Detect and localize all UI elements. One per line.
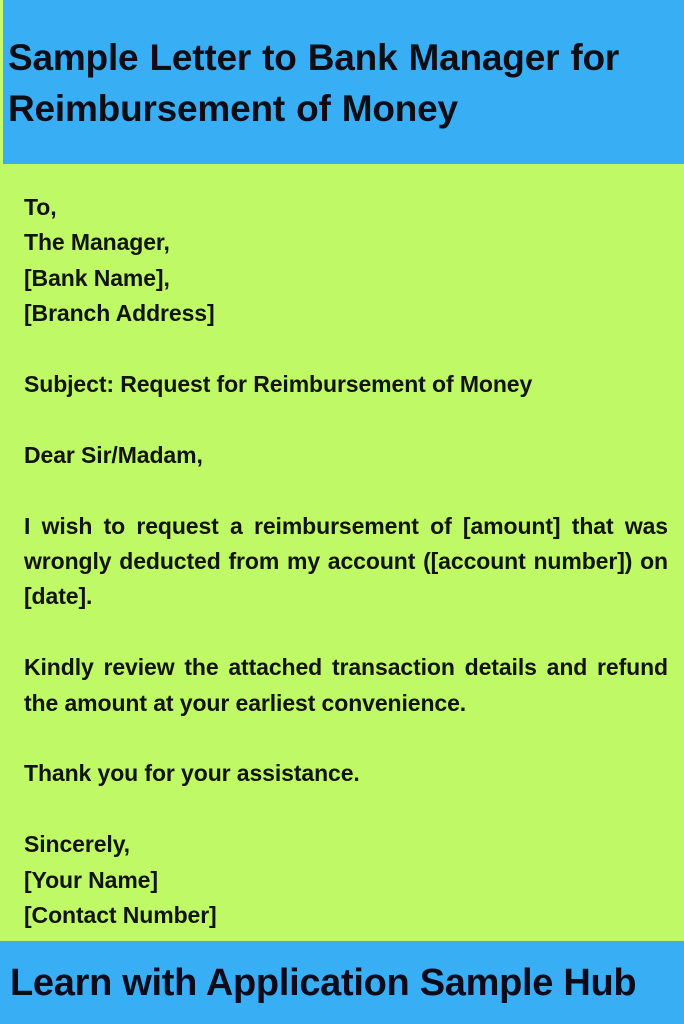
subject-line: Subject: Request for Reimbursement of Money bbox=[24, 371, 533, 398]
closing-line-your-name: [Your Name] bbox=[24, 866, 158, 893]
address-line-manager: The Manager, bbox=[24, 229, 170, 256]
header-banner bbox=[0, 0, 684, 164]
letter-body bbox=[0, 164, 684, 941]
recipient-address-block bbox=[24, 190, 668, 332]
address-line-to: To, bbox=[24, 194, 57, 220]
header-left-edge-strip bbox=[0, 0, 3, 164]
page-title: Sample Letter to Bank Manager for Reimbursement of Money bbox=[8, 37, 620, 129]
body-paragraph-2: Kindly review the attached transaction details and refund the amount at your earliest convenience. bbox=[24, 654, 668, 716]
closing-line-contact-number: [Contact Number] bbox=[24, 902, 217, 929]
thank-you-line: Thank you for your assistance. bbox=[24, 760, 360, 787]
address-line-bank-name: [Bank Name], bbox=[24, 264, 170, 291]
salutation-line: Dear Sir/Madam, bbox=[24, 441, 203, 468]
footer-banner bbox=[0, 941, 684, 1024]
closing-block bbox=[24, 827, 668, 933]
address-line-branch-address: [Branch Address] bbox=[24, 300, 215, 327]
footer-brand-text: Learn with Application Sample Hub bbox=[10, 961, 637, 1004]
closing-line-sincerely: Sincerely, bbox=[24, 831, 130, 858]
body-paragraph-1: I wish to request a reimbursement of [amount] that was wrongly deducted from my account ([account number]) on [date]. bbox=[24, 512, 668, 610]
